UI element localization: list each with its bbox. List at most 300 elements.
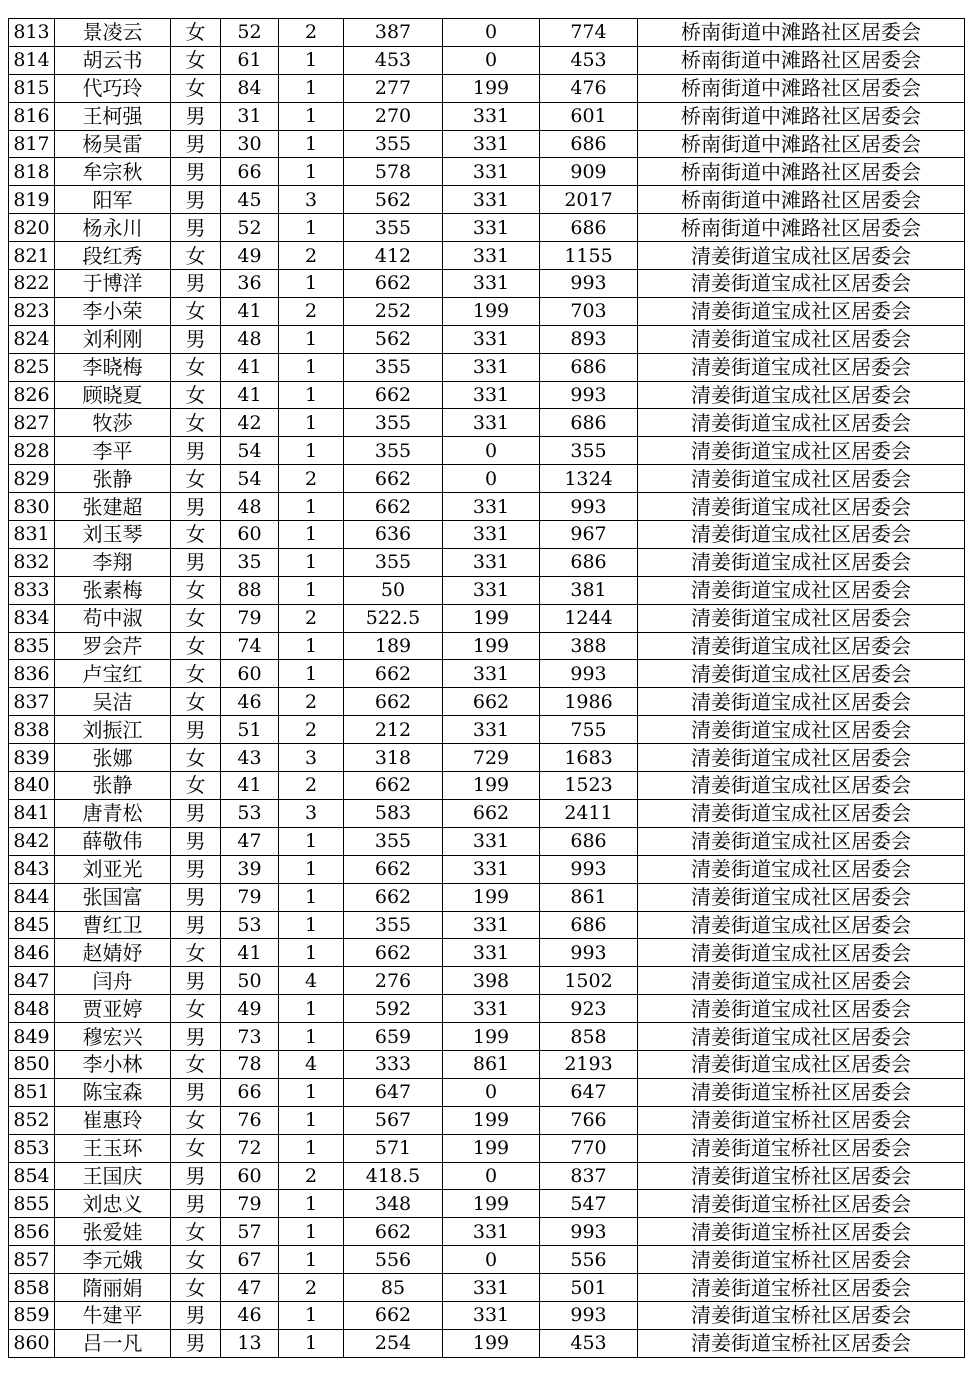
total-cell: 476: [540, 74, 638, 102]
organization-cell: 清姜街道宝成社区居委会: [638, 911, 965, 939]
table-row: [9, 186, 965, 214]
subsidy-cell: 331: [443, 911, 540, 939]
organization-cell: 清姜街道宝桥社区居委会: [638, 1274, 965, 1302]
serial-number-cell: 813: [9, 19, 55, 47]
household-size-cell: 1: [279, 660, 344, 688]
table-row: [9, 409, 965, 437]
name-cell: 张静: [55, 465, 171, 493]
age-cell: 41: [221, 772, 279, 800]
age-cell: 42: [221, 409, 279, 437]
total-cell: 766: [540, 1106, 638, 1134]
age-cell: 48: [221, 493, 279, 521]
amount-cell: 252: [344, 297, 443, 325]
total-cell: 837: [540, 1162, 638, 1190]
table-row: [9, 493, 965, 521]
amount-cell: 556: [344, 1246, 443, 1274]
household-size-cell: 2: [279, 772, 344, 800]
subsidy-cell: 331: [443, 325, 540, 353]
age-cell: 57: [221, 1218, 279, 1246]
household-size-cell: 2: [279, 716, 344, 744]
age-cell: 78: [221, 1050, 279, 1078]
organization-cell: 清姜街道宝成社区居委会: [638, 604, 965, 632]
table-row: [9, 102, 965, 130]
serial-number-cell: 838: [9, 716, 55, 744]
name-cell: 罗会芹: [55, 632, 171, 660]
organization-cell: 清姜街道宝桥社区居委会: [638, 1078, 965, 1106]
name-cell: 段红秀: [55, 242, 171, 270]
amount-cell: 662: [344, 855, 443, 883]
amount-cell: 276: [344, 967, 443, 995]
total-cell: 355: [540, 437, 638, 465]
serial-number-cell: 832: [9, 548, 55, 576]
gender-cell: 男: [171, 130, 221, 158]
gender-cell: 男: [171, 1023, 221, 1051]
subsidy-cell: 398: [443, 967, 540, 995]
household-size-cell: 1: [279, 883, 344, 911]
organization-cell: 清姜街道宝成社区居委会: [638, 772, 965, 800]
name-cell: 贾亚婷: [55, 995, 171, 1023]
table-row: [9, 521, 965, 549]
total-cell: 2411: [540, 799, 638, 827]
household-size-cell: 1: [279, 1218, 344, 1246]
total-cell: 993: [540, 1218, 638, 1246]
age-cell: 54: [221, 437, 279, 465]
table-row: [9, 1078, 965, 1106]
table-row: [9, 855, 965, 883]
gender-cell: 男: [171, 716, 221, 744]
serial-number-cell: 847: [9, 967, 55, 995]
organization-cell: 清姜街道宝成社区居委会: [638, 855, 965, 883]
gender-cell: 女: [171, 46, 221, 74]
total-cell: 547: [540, 1190, 638, 1218]
name-cell: 王国庆: [55, 1162, 171, 1190]
amount-cell: 562: [344, 186, 443, 214]
household-size-cell: 4: [279, 967, 344, 995]
organization-cell: 清姜街道宝成社区居委会: [638, 297, 965, 325]
organization-cell: 清姜街道宝成社区居委会: [638, 465, 965, 493]
table-row: [9, 325, 965, 353]
serial-number-cell: 836: [9, 660, 55, 688]
organization-cell: 清姜街道宝成社区居委会: [638, 270, 965, 298]
total-cell: 861: [540, 883, 638, 911]
amount-cell: 355: [344, 353, 443, 381]
gender-cell: 男: [171, 855, 221, 883]
household-size-cell: 1: [279, 1134, 344, 1162]
total-cell: 2193: [540, 1050, 638, 1078]
organization-cell: 桥南街道中滩路社区居委会: [638, 74, 965, 102]
gender-cell: 女: [171, 660, 221, 688]
table-row: [9, 1106, 965, 1134]
subsidy-cell: 199: [443, 883, 540, 911]
amount-cell: 662: [344, 465, 443, 493]
age-cell: 66: [221, 158, 279, 186]
serial-number-cell: 856: [9, 1218, 55, 1246]
name-cell: 代巧玲: [55, 74, 171, 102]
name-cell: 李小荣: [55, 297, 171, 325]
table-row: [9, 1190, 965, 1218]
serial-number-cell: 853: [9, 1134, 55, 1162]
amount-cell: 355: [344, 548, 443, 576]
subsidy-cell: 331: [443, 381, 540, 409]
name-cell: 唐青松: [55, 799, 171, 827]
organization-cell: 清姜街道宝成社区居委会: [638, 967, 965, 995]
age-cell: 49: [221, 995, 279, 1023]
serial-number-cell: 854: [9, 1162, 55, 1190]
household-size-cell: 2: [279, 297, 344, 325]
serial-number-cell: 845: [9, 911, 55, 939]
organization-cell: 清姜街道宝桥社区居委会: [638, 1246, 965, 1274]
table-row: [9, 883, 965, 911]
household-size-cell: 1: [279, 995, 344, 1023]
age-cell: 79: [221, 883, 279, 911]
name-cell: 苟中淑: [55, 604, 171, 632]
age-cell: 41: [221, 381, 279, 409]
subsidy-cell: 0: [443, 437, 540, 465]
age-cell: 79: [221, 604, 279, 632]
name-cell: 李翔: [55, 548, 171, 576]
gender-cell: 女: [171, 19, 221, 47]
organization-cell: 桥南街道中滩路社区居委会: [638, 102, 965, 130]
organization-cell: 清姜街道宝成社区居委会: [638, 381, 965, 409]
age-cell: 41: [221, 939, 279, 967]
total-cell: 893: [540, 325, 638, 353]
total-cell: 601: [540, 102, 638, 130]
household-size-cell: 1: [279, 353, 344, 381]
household-size-cell: 1: [279, 493, 344, 521]
total-cell: 1244: [540, 604, 638, 632]
household-size-cell: 1: [279, 939, 344, 967]
serial-number-cell: 824: [9, 325, 55, 353]
table-row: [9, 967, 965, 995]
amount-cell: 567: [344, 1106, 443, 1134]
organization-cell: 桥南街道中滩路社区居委会: [638, 130, 965, 158]
household-size-cell: 1: [279, 855, 344, 883]
household-size-cell: 1: [279, 1301, 344, 1329]
gender-cell: 男: [171, 799, 221, 827]
organization-cell: 清姜街道宝成社区居委会: [638, 995, 965, 1023]
amount-cell: 662: [344, 660, 443, 688]
household-size-cell: 2: [279, 242, 344, 270]
age-cell: 46: [221, 688, 279, 716]
gender-cell: 男: [171, 270, 221, 298]
gender-cell: 男: [171, 493, 221, 521]
household-size-cell: 1: [279, 632, 344, 660]
serial-number-cell: 834: [9, 604, 55, 632]
age-cell: 45: [221, 186, 279, 214]
table-row: [9, 74, 965, 102]
serial-number-cell: 851: [9, 1078, 55, 1106]
serial-number-cell: 829: [9, 465, 55, 493]
age-cell: 31: [221, 102, 279, 130]
amount-cell: 453: [344, 46, 443, 74]
age-cell: 60: [221, 660, 279, 688]
name-cell: 李元娥: [55, 1246, 171, 1274]
subsidy-cell: 331: [443, 242, 540, 270]
table-row: [9, 130, 965, 158]
gender-cell: 男: [171, 186, 221, 214]
amount-cell: 522.5: [344, 604, 443, 632]
subsidy-cell: 199: [443, 297, 540, 325]
organization-cell: 清姜街道宝成社区居委会: [638, 437, 965, 465]
name-cell: 崔惠玲: [55, 1106, 171, 1134]
total-cell: 993: [540, 855, 638, 883]
amount-cell: 578: [344, 158, 443, 186]
serial-number-cell: 844: [9, 883, 55, 911]
gender-cell: 女: [171, 995, 221, 1023]
subsidy-cell: 0: [443, 1162, 540, 1190]
subsidy-cell: 861: [443, 1050, 540, 1078]
gender-cell: 女: [171, 939, 221, 967]
age-cell: 66: [221, 1078, 279, 1106]
name-cell: 景凌云: [55, 19, 171, 47]
table-row: [9, 465, 965, 493]
age-cell: 48: [221, 325, 279, 353]
amount-cell: 355: [344, 214, 443, 242]
gender-cell: 男: [171, 437, 221, 465]
subsidy-cell: 0: [443, 46, 540, 74]
table-row: [9, 548, 965, 576]
total-cell: 388: [540, 632, 638, 660]
serial-number-cell: 858: [9, 1274, 55, 1302]
amount-cell: 85: [344, 1274, 443, 1302]
gender-cell: 女: [171, 1106, 221, 1134]
serial-number-cell: 816: [9, 102, 55, 130]
household-size-cell: 1: [279, 130, 344, 158]
subsidy-cell: 0: [443, 465, 540, 493]
name-cell: 张建超: [55, 493, 171, 521]
amount-cell: 647: [344, 1078, 443, 1106]
organization-cell: 桥南街道中滩路社区居委会: [638, 46, 965, 74]
household-size-cell: 1: [279, 381, 344, 409]
age-cell: 41: [221, 297, 279, 325]
subsidy-cell: 331: [443, 660, 540, 688]
organization-cell: 桥南街道中滩路社区居委会: [638, 19, 965, 47]
total-cell: 1155: [540, 242, 638, 270]
organization-cell: 清姜街道宝成社区居委会: [638, 548, 965, 576]
subsidy-cell: 662: [443, 799, 540, 827]
amount-cell: 270: [344, 102, 443, 130]
name-cell: 刘玉琴: [55, 521, 171, 549]
gender-cell: 男: [171, 967, 221, 995]
name-cell: 吕一凡: [55, 1329, 171, 1357]
gender-cell: 女: [171, 409, 221, 437]
age-cell: 35: [221, 548, 279, 576]
amount-cell: 662: [344, 381, 443, 409]
age-cell: 53: [221, 799, 279, 827]
household-size-cell: 1: [279, 270, 344, 298]
table-row: [9, 995, 965, 1023]
organization-cell: 清姜街道宝成社区居委会: [638, 353, 965, 381]
serial-number-cell: 848: [9, 995, 55, 1023]
gender-cell: 男: [171, 214, 221, 242]
amount-cell: 571: [344, 1134, 443, 1162]
amount-cell: 355: [344, 409, 443, 437]
table-row: [9, 911, 965, 939]
household-size-cell: 2: [279, 465, 344, 493]
amount-cell: 662: [344, 939, 443, 967]
amount-cell: 355: [344, 827, 443, 855]
table-row: [9, 688, 965, 716]
organization-cell: 清姜街道宝成社区居委会: [638, 1023, 965, 1051]
age-cell: 47: [221, 1274, 279, 1302]
serial-number-cell: 852: [9, 1106, 55, 1134]
household-size-cell: 1: [279, 521, 344, 549]
household-size-cell: 1: [279, 1329, 344, 1357]
serial-number-cell: 841: [9, 799, 55, 827]
subsidy-cell: 199: [443, 74, 540, 102]
household-size-cell: 1: [279, 102, 344, 130]
organization-cell: 清姜街道宝成社区居委会: [638, 716, 965, 744]
name-cell: 张娜: [55, 744, 171, 772]
amount-cell: 412: [344, 242, 443, 270]
subsidy-cell: 662: [443, 688, 540, 716]
age-cell: 60: [221, 521, 279, 549]
serial-number-cell: 840: [9, 772, 55, 800]
total-cell: 1502: [540, 967, 638, 995]
gender-cell: 女: [171, 744, 221, 772]
household-size-cell: 2: [279, 19, 344, 47]
amount-cell: 254: [344, 1329, 443, 1357]
organization-cell: 清姜街道宝成社区居委会: [638, 521, 965, 549]
gender-cell: 男: [171, 883, 221, 911]
total-cell: 909: [540, 158, 638, 186]
organization-cell: 清姜街道宝成社区居委会: [638, 799, 965, 827]
amount-cell: 636: [344, 521, 443, 549]
name-cell: 陈宝森: [55, 1078, 171, 1106]
age-cell: 50: [221, 967, 279, 995]
amount-cell: 662: [344, 883, 443, 911]
subsidy-cell: 729: [443, 744, 540, 772]
serial-number-cell: 857: [9, 1246, 55, 1274]
total-cell: 556: [540, 1246, 638, 1274]
amount-cell: 583: [344, 799, 443, 827]
household-size-cell: 1: [279, 325, 344, 353]
gender-cell: 女: [171, 465, 221, 493]
amount-cell: 418.5: [344, 1162, 443, 1190]
household-size-cell: 2: [279, 604, 344, 632]
gender-cell: 女: [171, 688, 221, 716]
total-cell: 923: [540, 995, 638, 1023]
name-cell: 赵婧妤: [55, 939, 171, 967]
organization-cell: 清姜街道宝桥社区居委会: [638, 1301, 965, 1329]
age-cell: 52: [221, 214, 279, 242]
household-size-cell: 4: [279, 1050, 344, 1078]
subsidy-cell: 199: [443, 1329, 540, 1357]
gender-cell: 男: [171, 325, 221, 353]
total-cell: 381: [540, 576, 638, 604]
serial-number-cell: 827: [9, 409, 55, 437]
household-size-cell: 1: [279, 1023, 344, 1051]
amount-cell: 662: [344, 1301, 443, 1329]
total-cell: 993: [540, 381, 638, 409]
table-row: [9, 660, 965, 688]
organization-cell: 清姜街道宝成社区居委会: [638, 576, 965, 604]
household-size-cell: 1: [279, 46, 344, 74]
organization-cell: 清姜街道宝成社区居委会: [638, 744, 965, 772]
subsidy-cell: 331: [443, 1218, 540, 1246]
serial-number-cell: 823: [9, 297, 55, 325]
table-row: [9, 604, 965, 632]
total-cell: 686: [540, 409, 638, 437]
age-cell: 54: [221, 465, 279, 493]
amount-cell: 592: [344, 995, 443, 1023]
age-cell: 61: [221, 46, 279, 74]
age-cell: 60: [221, 1162, 279, 1190]
name-cell: 薛敬伟: [55, 827, 171, 855]
total-cell: 1683: [540, 744, 638, 772]
total-cell: 1986: [540, 688, 638, 716]
gender-cell: 男: [171, 827, 221, 855]
age-cell: 47: [221, 827, 279, 855]
name-cell: 刘振江: [55, 716, 171, 744]
gender-cell: 男: [171, 1329, 221, 1357]
gender-cell: 男: [171, 102, 221, 130]
total-cell: 686: [540, 911, 638, 939]
total-cell: 686: [540, 214, 638, 242]
gender-cell: 女: [171, 1246, 221, 1274]
total-cell: 993: [540, 660, 638, 688]
serial-number-cell: 842: [9, 827, 55, 855]
subsidy-cell: 331: [443, 855, 540, 883]
age-cell: 41: [221, 353, 279, 381]
age-cell: 30: [221, 130, 279, 158]
amount-cell: 333: [344, 1050, 443, 1078]
household-size-cell: 3: [279, 799, 344, 827]
organization-cell: 清姜街道宝桥社区居委会: [638, 1218, 965, 1246]
name-cell: 刘亚光: [55, 855, 171, 883]
subsidy-cell: 331: [443, 353, 540, 381]
subsidy-cell: 331: [443, 1301, 540, 1329]
total-cell: 453: [540, 46, 638, 74]
serial-number-cell: 849: [9, 1023, 55, 1051]
serial-number-cell: 859: [9, 1301, 55, 1329]
table-row: [9, 1023, 965, 1051]
name-cell: 隋丽娟: [55, 1274, 171, 1302]
total-cell: 993: [540, 493, 638, 521]
subsidy-cell: 199: [443, 604, 540, 632]
gender-cell: 男: [171, 548, 221, 576]
gender-cell: 女: [171, 353, 221, 381]
amount-cell: 662: [344, 772, 443, 800]
age-cell: 73: [221, 1023, 279, 1051]
table-row: [9, 1050, 965, 1078]
subsidy-cell: 331: [443, 186, 540, 214]
organization-cell: 清姜街道宝成社区居委会: [638, 660, 965, 688]
organization-cell: 清姜街道宝成社区居委会: [638, 827, 965, 855]
gender-cell: 男: [171, 158, 221, 186]
serial-number-cell: 815: [9, 74, 55, 102]
age-cell: 36: [221, 270, 279, 298]
subsidy-cell: 331: [443, 548, 540, 576]
subsidy-cell: 331: [443, 493, 540, 521]
organization-cell: 清姜街道宝桥社区居委会: [638, 1162, 965, 1190]
household-size-cell: 1: [279, 1246, 344, 1274]
total-cell: 1523: [540, 772, 638, 800]
serial-number-cell: 839: [9, 744, 55, 772]
subsidy-cell: 0: [443, 1078, 540, 1106]
table-row: [9, 19, 965, 47]
gender-cell: 女: [171, 576, 221, 604]
subsidy-cell: 0: [443, 19, 540, 47]
table-row: [9, 799, 965, 827]
name-cell: 李小林: [55, 1050, 171, 1078]
name-cell: 王玉环: [55, 1134, 171, 1162]
table-row: [9, 381, 965, 409]
name-cell: 张爱娃: [55, 1218, 171, 1246]
table-row: [9, 158, 965, 186]
name-cell: 张静: [55, 772, 171, 800]
gender-cell: 男: [171, 1190, 221, 1218]
